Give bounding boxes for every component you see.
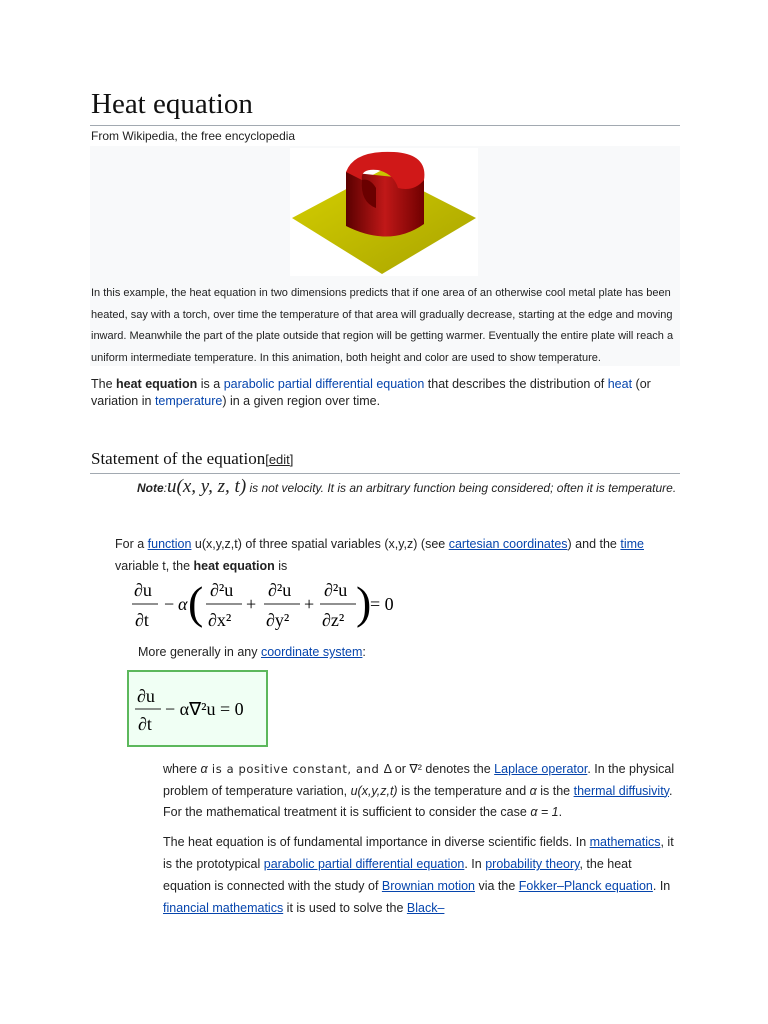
link-function[interactable]: function — [147, 537, 192, 551]
section-heading: Statement of the equation[edit] — [91, 449, 294, 468]
svg-text:α: α — [178, 594, 188, 614]
note-label: Note — [137, 481, 164, 495]
figure-caption: In this example, the heat equation in two dimensions predicts that if one area of an otherwise cool metal plate has been heated, say with a torch, over time the temperature of that area will gradually decrease, starting at the edge and moving inward. Meanwhile the part of the plate outside that region will be getting warmer. Eventually the entire plate will reach a uniform intermediate temperature. In this animation, both height and color are used to show temperature. — [91, 287, 674, 364]
svg-text:∂²u: ∂²u — [324, 580, 348, 600]
title-divider — [90, 125, 680, 126]
svg-text:∂u: ∂u — [134, 580, 152, 600]
link-coordinate-system[interactable]: coordinate system — [260, 645, 363, 659]
link-probability-theory[interactable]: probability theory — [485, 857, 580, 871]
svg-text:∂z²: ∂z² — [322, 610, 345, 630]
svg-text:(: ( — [188, 577, 204, 628]
section-divider — [90, 473, 680, 474]
link-fokker-planck[interactable]: Fokker–Planck equation — [518, 879, 653, 893]
para-where: where α is a positive constant, and Δ or ∇² denotes the Laplace operator. In the physical problem of temperature variation, u(x,y,z,t) is the temperature and α is the thermal diffusivity. For the mathematical treatment it is sufficient to consider the case α = 1. — [163, 762, 675, 819]
svg-text:−: − — [164, 594, 175, 614]
link-time[interactable]: time — [620, 537, 644, 551]
para-importance: The heat equation is of fundamental importance in diverse scientific fields. In mathematics, it is the prototypical parabolic partial differential equation. In probability theory, the heat equation is connected with the study of Brownian motion via the Fokker–Planck equation. In financial mathematics it is used to solve the Black– — [163, 835, 674, 915]
svg-text:+: + — [246, 594, 257, 614]
svg-text:+: + — [304, 594, 315, 614]
heat-equation-general-box — [127, 670, 268, 747]
link-black-scholes[interactable]: Black– — [406, 901, 445, 915]
link-heat[interactable]: heat — [607, 377, 633, 391]
svg-text:): ) — [356, 577, 372, 628]
hatnote: Note:u(x, y, z, t) is not velocity. It is an arbitrary function being considered; often it is temperature. — [137, 476, 677, 497]
link-laplace-operator[interactable]: Laplace operator — [494, 762, 588, 776]
note-math: u(x, y, z, t) — [167, 476, 247, 497]
svg-text:∂²u: ∂²u — [268, 580, 292, 600]
link-parabolic-pde[interactable]: parabolic partial differential equation — [223, 377, 425, 391]
link-mathematics[interactable]: mathematics — [589, 835, 661, 849]
svg-text:∂t: ∂t — [135, 610, 149, 630]
link-thermal-diffusivity[interactable]: thermal diffusivity — [573, 783, 669, 798]
link-temperature[interactable]: temperature — [154, 393, 223, 408]
lead-bold-term: heat equation — [116, 377, 198, 391]
link-cartesian-coordinates[interactable]: cartesian coordinates — [448, 537, 568, 551]
svg-text:− α∇²u = 0: − α∇²u = 0 — [165, 699, 244, 719]
svg-text:∂t: ∂t — [138, 714, 152, 734]
page-title: Heat equation — [91, 88, 253, 120]
svg-text:∂²u: ∂²u — [210, 580, 234, 600]
para-definition: For a function u(x,y,z,t) of three spatial variables (x,y,z) (see cartesian coordinates) and the time variable t, the heat equation is — [115, 537, 644, 573]
svg-text:∂y²: ∂y² — [266, 610, 290, 630]
heat-plate-image[interactable] — [290, 148, 478, 276]
lead-paragraph: The heat equation is a parabolic partial differential equation that describes the distribution of heat (or variation in temperature) in a given region over time. — [91, 377, 651, 408]
link-parabolic-pde-2[interactable]: parabolic partial differential equation — [263, 857, 465, 871]
para-general: More generally in any coordinate system: — [138, 645, 366, 659]
tagline: From Wikipedia, the free encyclopedia — [91, 129, 296, 143]
edit-link[interactable]: edit — [268, 452, 290, 467]
svg-text:∂u: ∂u — [137, 686, 155, 706]
link-brownian-motion[interactable]: Brownian motion — [381, 879, 475, 893]
heat-equation-cartesian — [130, 574, 420, 636]
svg-text:= 0: = 0 — [370, 594, 394, 614]
link-financial-mathematics[interactable]: financial mathematics — [163, 901, 284, 915]
svg-text:∂x²: ∂x² — [208, 610, 232, 630]
